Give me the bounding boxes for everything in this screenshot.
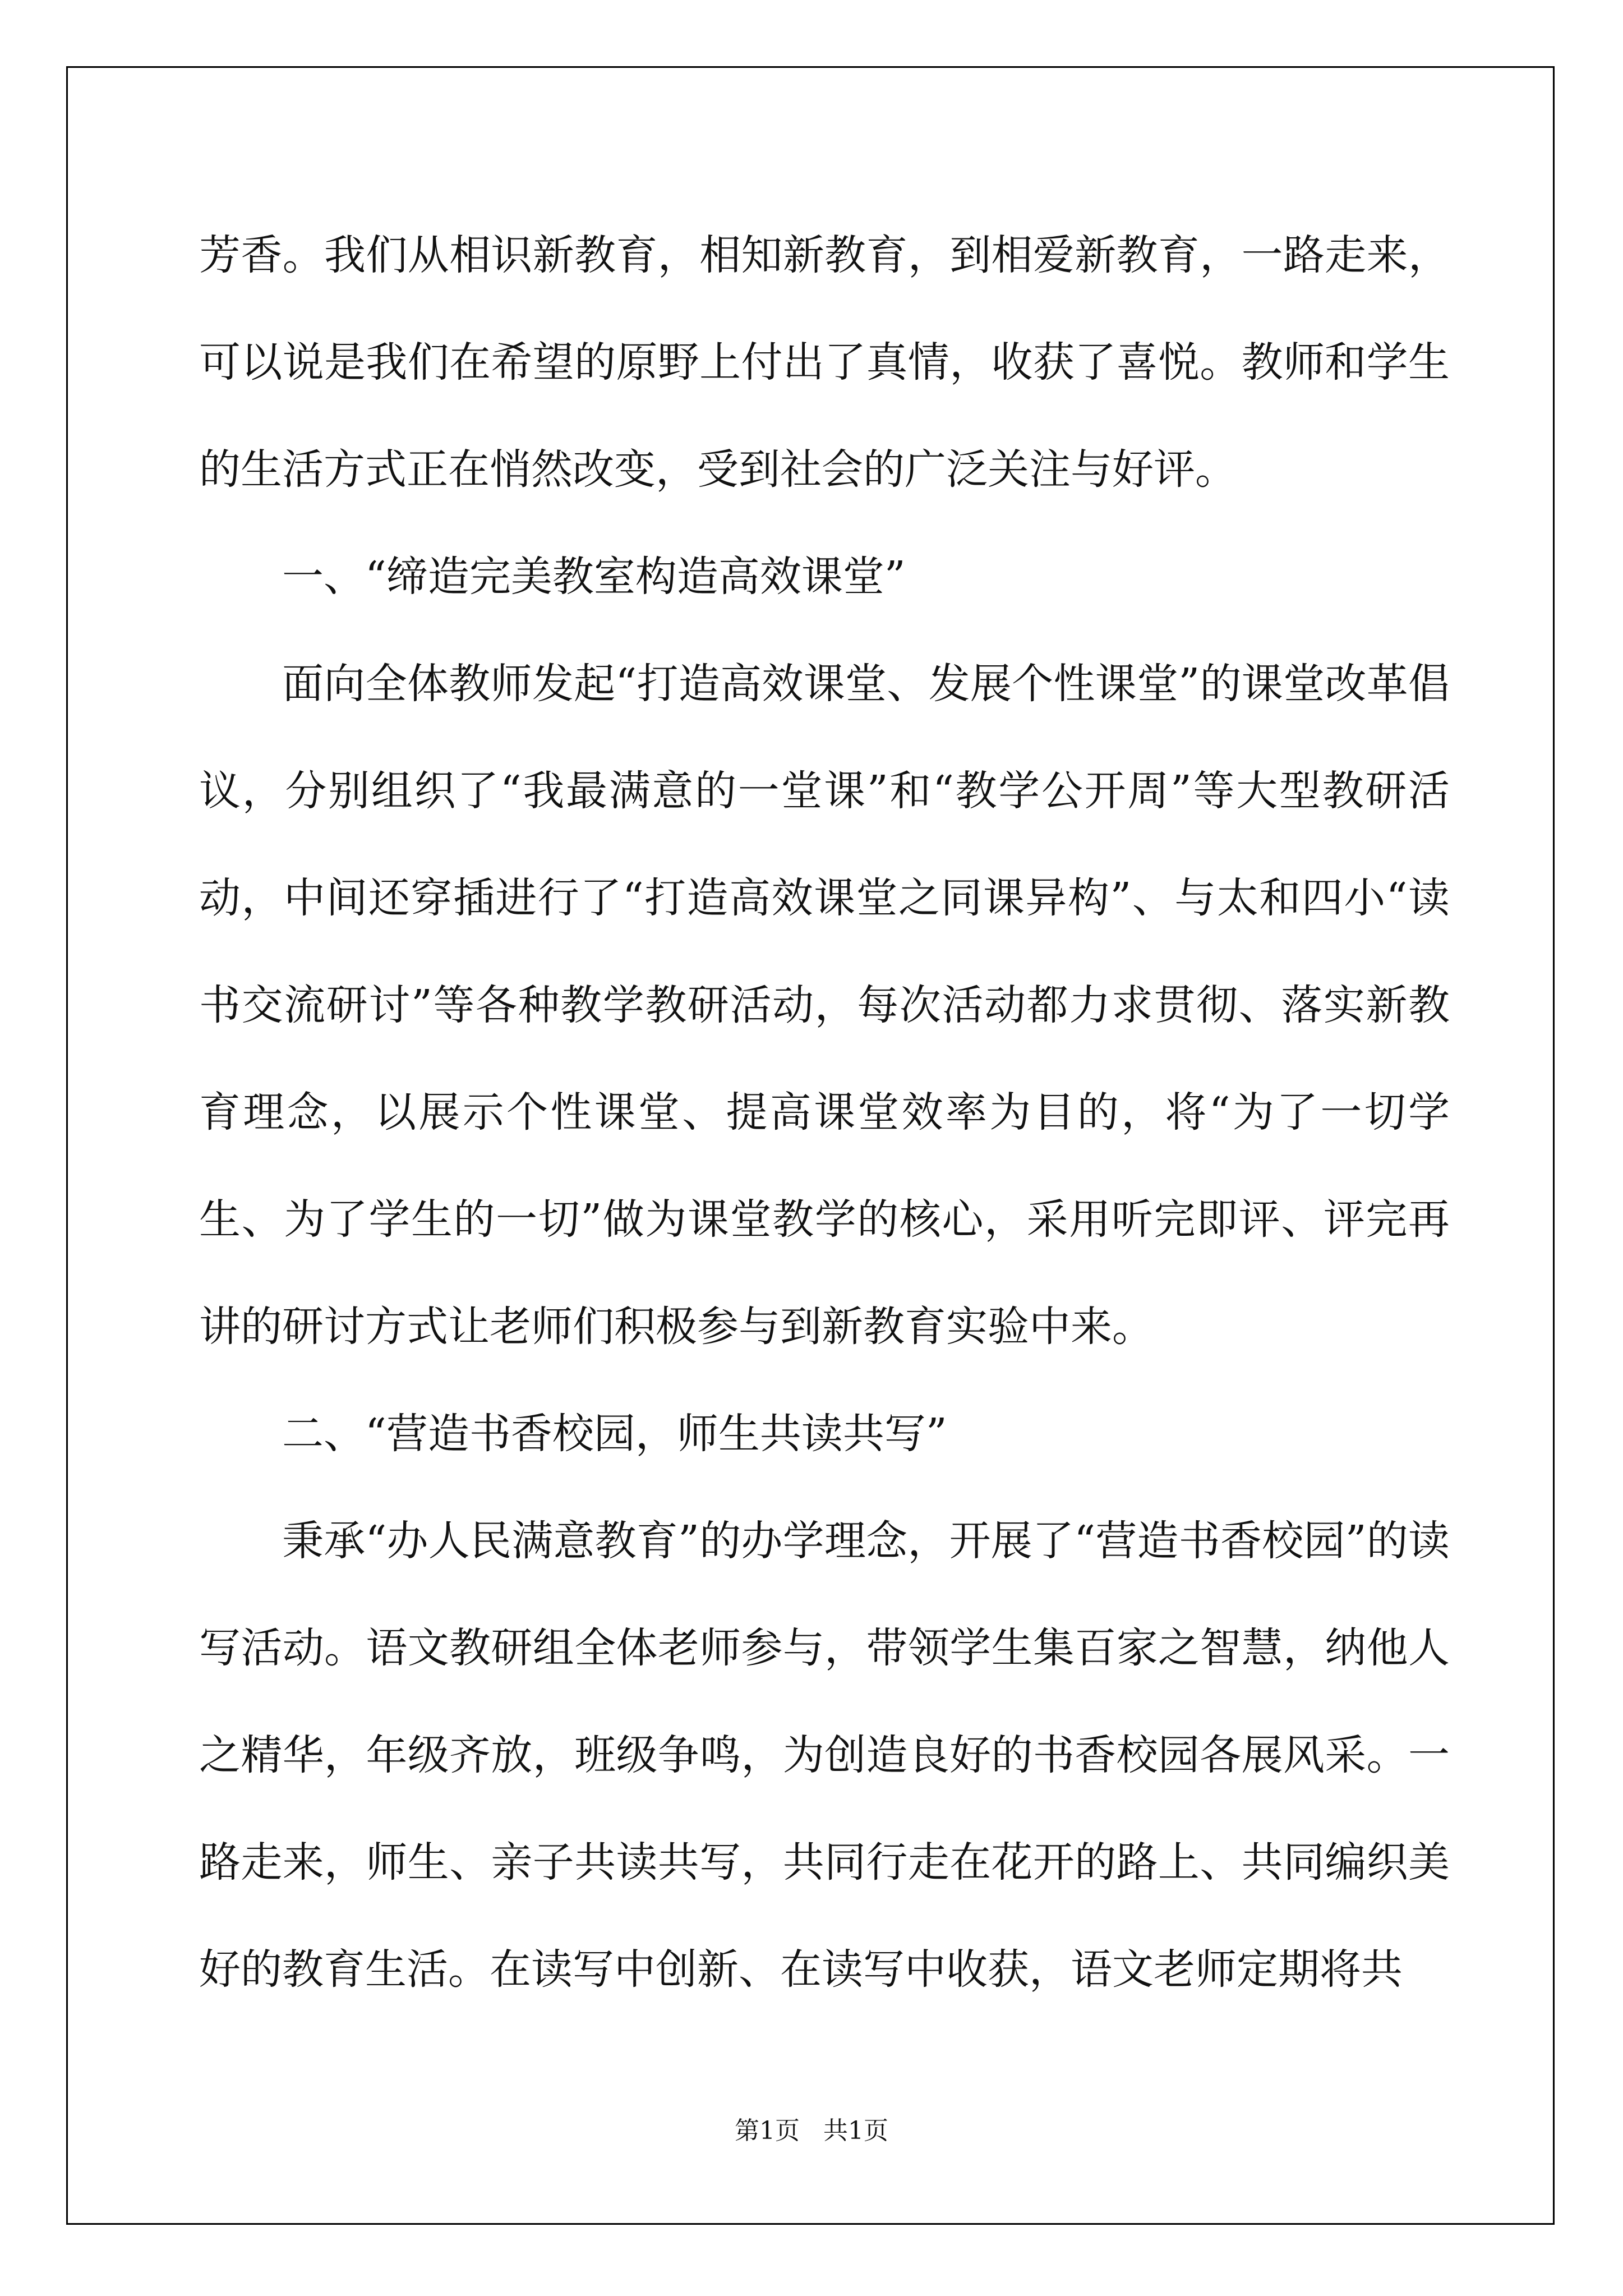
paragraph-intro: 芳香。我们从相识新教育，相知新教育，到相爱新教育，一路走来，可以说是我们在希望的原野上付出了真情，收获了喜悦。教师和学生的生活方式正在悄然改变，受到社会的广泛关注与好评。 [199, 231, 1450, 494]
section-heading-1: 一、“缔造完美教室构造高效课堂” [282, 553, 906, 601]
paragraph-reading: 秉承“办人民满意教育”的办学理念，开展了“营造书香校园”的读写活动。语文教研组全体老师参与，带领学生集百家之智慧，纳他人之精华，年级齐放，班级争鸣，为创造良好的书香校园各展风采。一路走来，师生、亲子共读共写，共同行走在花开的路上、共同编织美好的教育生活。在读写中创新、在读写中收获，语文老师定期将共 [199, 1517, 1450, 1994]
paragraph-classroom: 面向全体教师发起“打造高效课堂、发展个性课堂”的课堂改革倡议，分别组织了“我最满意的一堂课”和“教学公开周”等大型教研活动，中间还穿插进行了“打造高效课堂之同课异构”、与太和四小“读书交流研讨”等各种教学教研活动，每次活动都力求贯彻、落实新教育理念，以展示个性课堂、提高课堂效率为目的，将“为了一切学生、为了学生的一切”做为课堂教学的核心，采用听完即评、评完再讲的研讨方式让老师们积极参与到新教育实验中来。 [199, 660, 1450, 1351]
document-body [199, 202, 1450, 2023]
section-heading-2: 二、“营造书香校园，师生共读共写” [282, 1410, 947, 1458]
page-footer: 第1页 共1页 [735, 2116, 888, 2145]
